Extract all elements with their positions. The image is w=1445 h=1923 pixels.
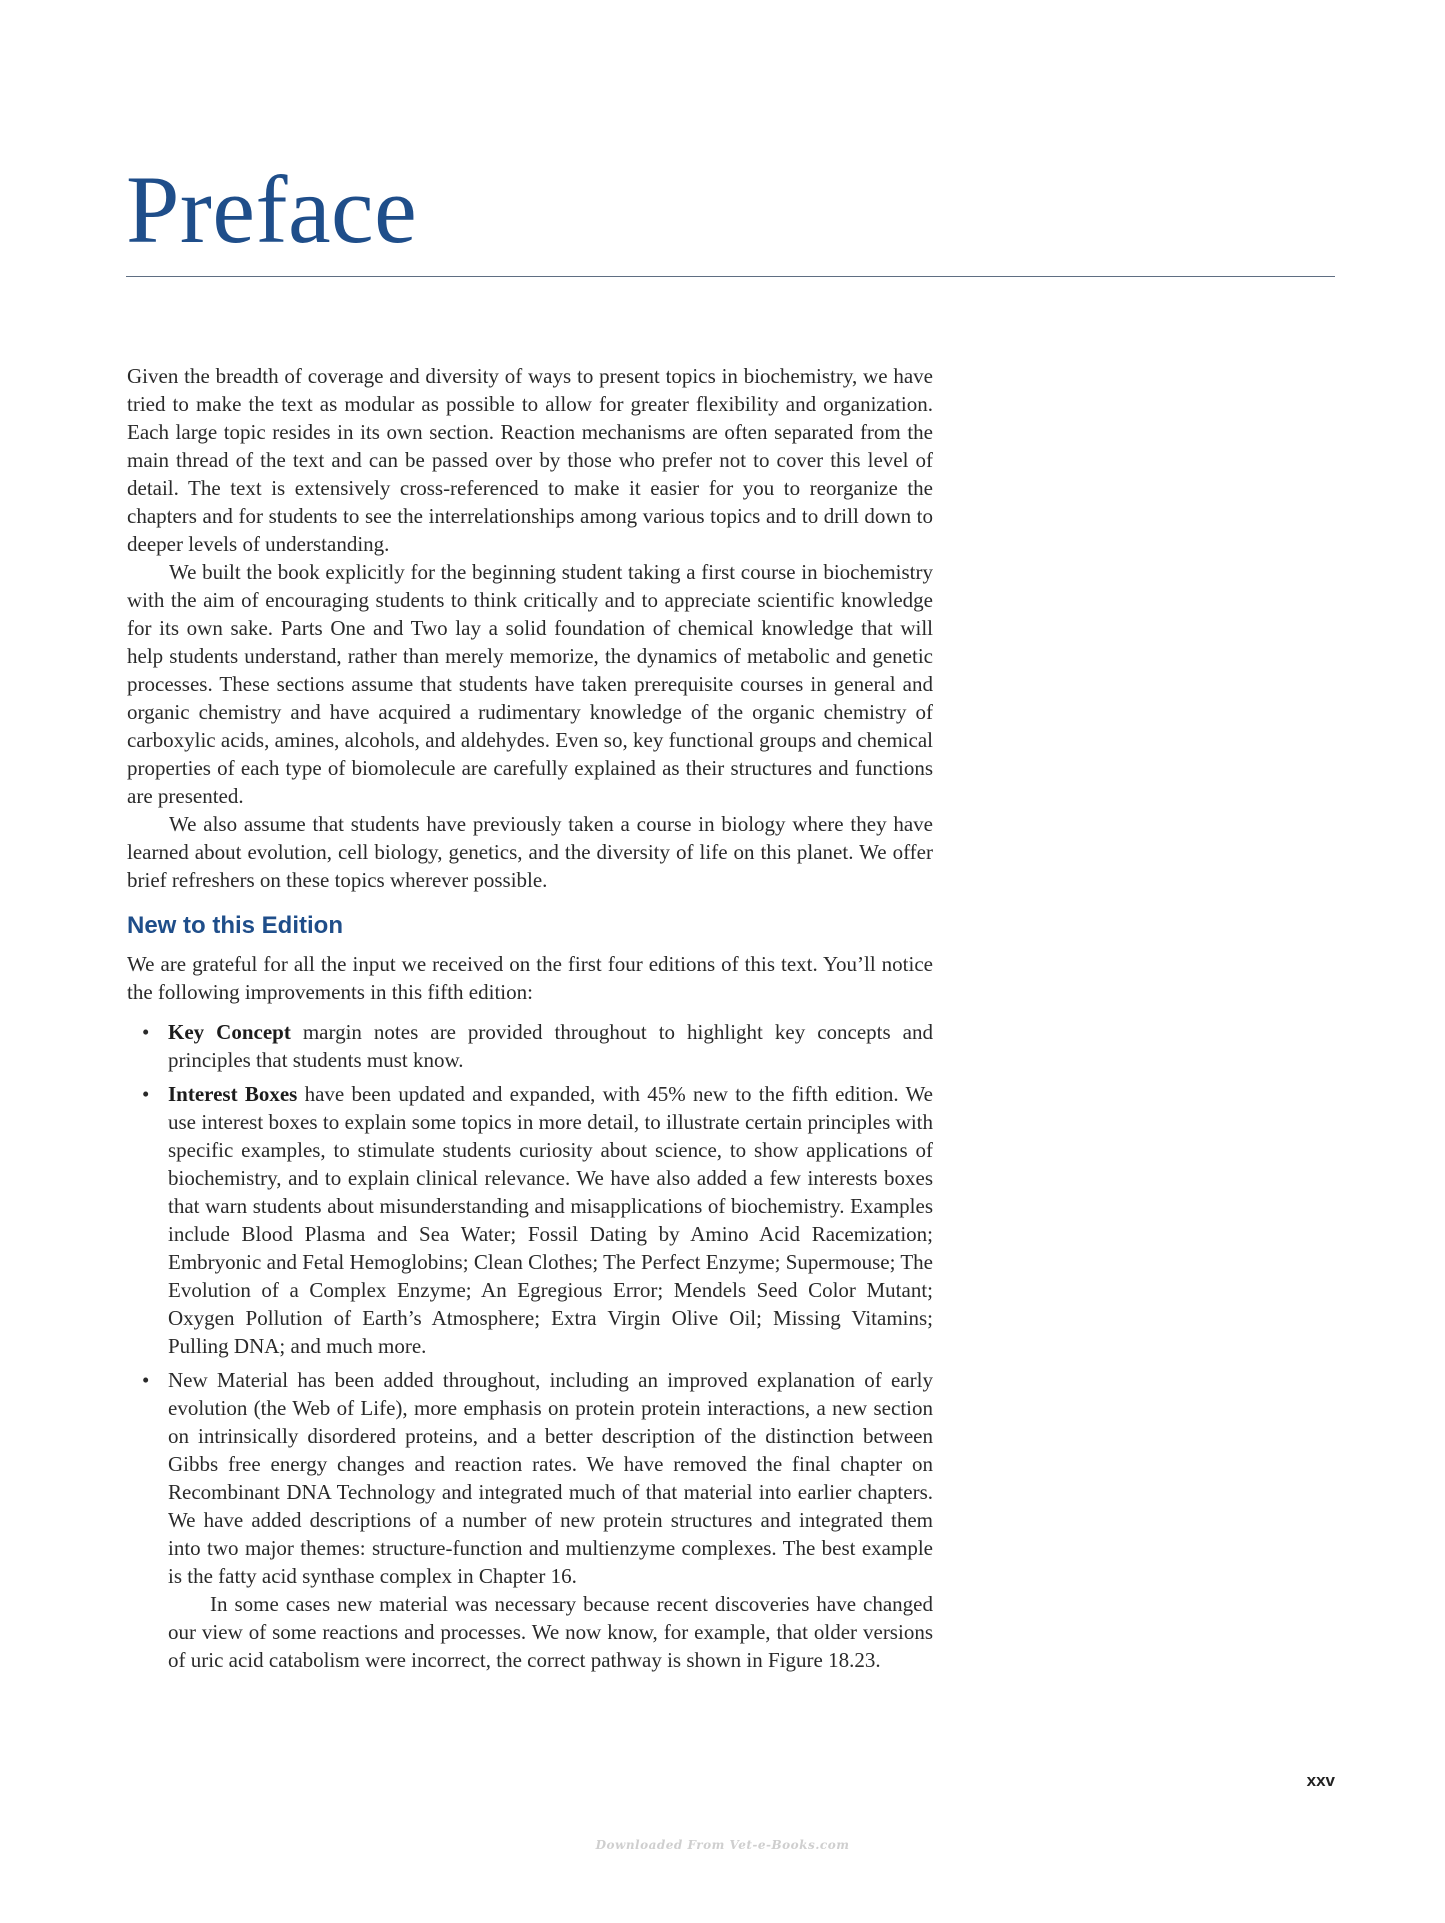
page-title: Preface: [126, 156, 418, 263]
bullet-icon: •: [142, 1020, 150, 1044]
main-text-column: [127, 362, 933, 1680]
bullet-text: New Material has been added throughout, including an improved explanation of early evolution (the Web of Life), more emphasis on protein protein interactions, a new section on intrinsically disordered proteins, and a better description of the distinction between Gibbs free energy changes and reaction rates. We have removed the final chapter on Recombinant DNA Technology and integrated much of that material into earlier chapters. We have added descriptions of a number of new protein structures and integrated them into two major themes: structure-function and multienzyme complexes. The best example is the fatty acid synthase complex in Chapter 16.: [168, 1368, 933, 1588]
page-number: xxv: [1306, 1771, 1335, 1790]
list-item-interest-boxes: [127, 1080, 933, 1360]
intro-paragraph-1: Given the breadth of coverage and diversity of ways to present topics in biochemistry, we have tried to make the text as modular as possible to allow for greater flexibility and organization. Each large topic resides in its own section. Reaction mechanisms are often separated from the main thread of the text and can be passed over by those who prefer not to cover this level of detail. The text is extensively cross-referenced to make it easier for you to reorganize the chapters and for students to see the interrelationships among various topics and to drill down to deeper levels of understanding.: [127, 364, 933, 556]
bullet-icon: •: [142, 1082, 150, 1106]
list-item-key-concept: [127, 1018, 933, 1074]
watermark-text: Downloaded From Vet-e-Books.com: [595, 1838, 850, 1852]
title-divider: [126, 276, 1335, 277]
bullet-lead-term: Interest Boxes: [168, 1082, 298, 1106]
intro-paragraph-2: We built the book explicitly for the beginning student taking a first course in biochemistry with the aim of encouraging students to think critically and to appreciate scientific knowledge for its own sake. Parts One and Two lay a solid foundation of chemical knowledge that will help students understand, rather than merely memorize, the dynamics of metabolic and genetic processes. These sections assume that students have taken prerequisite courses in general and organic chemistry and have acquired a rudimentary knowledge of the organic chemistry of carboxylic acids, amines, alcohols, and aldehydes. Even so, key functional groups and chemical properties of each type of biomolecule are carefully explained as their structures and functions are presented.: [127, 560, 933, 808]
bullet-text: have been updated and expanded, with 45% new to the fifth edition. We use interest boxes to explain some topics in more detail, to illustrate certain principles with specific examples, to stimulate students curiosity about science, to show applications of biochemistry, and to explain clinical relevance. We have also added a few interests boxes that warn students about misunderstanding and misapplications of biochemistry. Examples include Blood Plasma and Sea Water; Fossil Dating by Amino Acid Racemization; Embryonic and Fetal Hemoglobins; Clean Clothes; The Perfect Enzyme; Supermouse; The Evolution of a Complex Enzyme; An Egregious Error; Mendels Seed Color Mutant; Oxygen Pollution of Earth’s Atmosphere; Extra Virgin Olive Oil; Missing Vitamins; Pulling DNA; and much more.: [168, 1082, 933, 1358]
bullet-icon: •: [142, 1368, 150, 1392]
list-item-new-material: [127, 1366, 933, 1674]
bullet-continuation-paragraph: In some cases new material was necessary because recent discoveries have changed our view of some reactions and processes. We now know, for example, that older versions of uric acid catabolism were incorrect, the correct pathway is shown in Figure 18.23.: [168, 1592, 933, 1672]
intro-paragraph-3: We also assume that students have previously taken a course in biology where they have learned about evolution, cell biology, genetics, and the diversity of life on this planet. We offer brief refreshers on these topics wherever possible.: [127, 812, 933, 892]
improvements-list: [127, 1018, 933, 1674]
section-intro-paragraph: We are grateful for all the input we received on the first four editions of this text. You’ll notice the following improvements in this fifth edition:: [127, 952, 933, 1004]
bullet-lead-term: Key Concept: [168, 1020, 291, 1044]
bullet-text: margin notes are provided throughout to highlight key concepts and principles that students must know.: [168, 1020, 933, 1072]
section-heading: New to this Edition: [127, 912, 343, 939]
